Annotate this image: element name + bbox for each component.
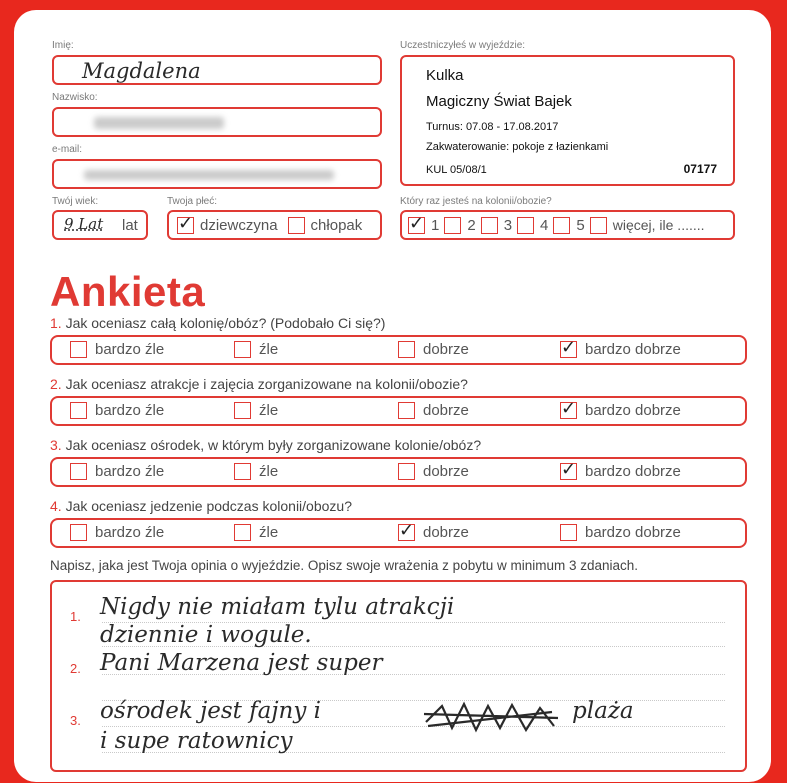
- gender-option-girl[interactable]: ✓ dziewczyna: [178, 212, 278, 234]
- q2-option-good[interactable]: dobrze: [398, 402, 469, 419]
- q3-option-very-good[interactable]: ✓ bardzo dobrze: [561, 459, 681, 480]
- q1-option-very-bad[interactable]: bardzo źle: [70, 341, 164, 358]
- redacted-last-name: [94, 117, 224, 129]
- q4-option-very-bad[interactable]: bardzo źle: [70, 524, 164, 541]
- turnus-value: 07.08 - 17.08.2017: [465, 121, 559, 133]
- checkbox-q3-very-good[interactable]: ✓: [561, 459, 577, 479]
- redacted-email: [84, 170, 334, 180]
- q3-option-good[interactable]: dobrze: [398, 463, 469, 480]
- email-label: e-mail:: [52, 144, 83, 155]
- checkbox-q1-good[interactable]: [398, 341, 415, 358]
- trip-name: Magiczny Świat Bajek: [426, 93, 572, 110]
- checkbox-q1-very-bad[interactable]: [70, 341, 87, 358]
- accommodation-label: Zakwaterowanie:: [426, 141, 510, 153]
- opinion-line-1: Nigdy nie miałam tylu atrakcji: [100, 594, 455, 620]
- q1-option-bad[interactable]: źle: [234, 341, 278, 358]
- checkbox-times-2[interactable]: [444, 217, 461, 234]
- times-option-more[interactable]: więcej, ile .......: [590, 217, 705, 234]
- gender-label: Twoja płeć:: [167, 196, 218, 207]
- first-name-label: Imię:: [52, 40, 74, 51]
- accommodation-value: pokoje z łazienkami: [512, 141, 609, 153]
- age-field[interactable]: [52, 210, 148, 240]
- checkbox-q2-good[interactable]: [398, 402, 415, 419]
- age-unit: lat: [122, 217, 138, 234]
- checkbox-times-1[interactable]: ✓: [409, 212, 425, 233]
- times-label: Który raz jesteś na kolonii/obozie?: [400, 196, 552, 207]
- checkbox-q4-very-bad[interactable]: [70, 524, 87, 541]
- trip-label: Uczestniczyłeś w wyjeździe:: [400, 40, 526, 51]
- survey-title: Ankieta: [50, 268, 206, 315]
- opinion-number-3: 3.: [70, 713, 81, 728]
- survey-sheet: [14, 10, 771, 782]
- age-label: Twój wiek:: [52, 196, 99, 207]
- times-option-5[interactable]: 5: [553, 217, 584, 234]
- q1-option-good[interactable]: dobrze: [398, 341, 469, 358]
- checkbox-q3-very-bad[interactable]: [70, 463, 87, 480]
- opinion-number-1: 1.: [70, 609, 81, 624]
- q3-option-very-bad[interactable]: bardzo źle: [70, 463, 164, 480]
- rating-row-1: [50, 335, 747, 365]
- age-value: 9 Lat: [64, 215, 104, 233]
- q4-option-very-good[interactable]: bardzo dobrze: [560, 524, 681, 541]
- opinion-line-4: i supe ratownicy: [100, 728, 293, 754]
- gender-option-boy[interactable]: chłopak: [288, 217, 363, 234]
- turnus-label: Turnus:: [426, 121, 463, 133]
- gender-field: [167, 210, 382, 240]
- times-option-4[interactable]: 4: [517, 217, 548, 234]
- checkbox-times-4[interactable]: [517, 217, 534, 234]
- q1-option-very-good[interactable]: ✓ bardzo dobrze: [561, 337, 681, 358]
- checkbox-girl[interactable]: ✓: [178, 212, 194, 233]
- q3-option-bad[interactable]: źle: [234, 463, 278, 480]
- checkbox-times-5[interactable]: [553, 217, 570, 234]
- opinion-line-3b: plaża: [572, 698, 634, 724]
- email-field[interactable]: [52, 159, 382, 189]
- checkbox-times-3[interactable]: [481, 217, 498, 234]
- checkbox-q3-bad[interactable]: [234, 463, 251, 480]
- trip-code: KUL 05/08/1: [426, 164, 487, 176]
- q2-option-very-bad[interactable]: bardzo źle: [70, 402, 164, 419]
- checkbox-q4-bad[interactable]: [234, 524, 251, 541]
- checkbox-q1-very-good[interactable]: ✓: [561, 337, 577, 357]
- checkbox-q2-bad[interactable]: [234, 402, 251, 419]
- question-4: 4. Jak oceniasz jedzenie podczas kolonii/obozu?: [50, 498, 352, 514]
- rating-row-3: [50, 457, 747, 487]
- question-3: 3. Jak oceniasz ośrodek, w którym były zorganizowane kolonie/obóz?: [50, 437, 482, 453]
- trip-number: 07177: [683, 162, 717, 176]
- writing-line: [102, 726, 725, 727]
- checkbox-boy[interactable]: [288, 217, 305, 234]
- q4-option-bad[interactable]: źle: [234, 524, 278, 541]
- first-name-field[interactable]: [52, 55, 382, 85]
- opinion-line-1b: dziennie i wogule.: [100, 622, 312, 648]
- checkbox-q2-very-good[interactable]: ✓: [561, 398, 577, 418]
- trip-company: Kulka: [426, 67, 464, 84]
- opinion-number-2: 2.: [70, 661, 81, 676]
- checkbox-q1-bad[interactable]: [234, 341, 251, 358]
- times-option-1[interactable]: ✓ 1: [409, 212, 440, 234]
- scribble-crossout: [422, 700, 562, 734]
- times-option-3[interactable]: 3: [481, 217, 512, 234]
- question-1: 1. Jak oceniasz całą kolonię/obóz? (Podobało Ci się?): [50, 315, 386, 331]
- opinion-prompt: Napisz, jaka jest Twoja opinia o wyjeździe. Opisz swoje wrażenia z pobytu w minimum 3 zdaniach.: [50, 558, 639, 573]
- q4-option-good[interactable]: ✓ dobrze: [399, 520, 469, 541]
- opinion-line-2: Pani Marzena jest super: [100, 650, 383, 676]
- trip-info-box: [400, 55, 735, 186]
- checkbox-q3-good[interactable]: [398, 463, 415, 480]
- last-name-label: Nazwisko:: [52, 92, 98, 103]
- times-option-2[interactable]: 2: [444, 217, 475, 234]
- question-2: 2. Jak oceniasz atrakcje i zajęcia zorganizowane na kolonii/obozie?: [50, 376, 468, 392]
- checkbox-q4-very-good[interactable]: [560, 524, 577, 541]
- opinion-line-3a: ośrodek jest fajny i: [100, 698, 322, 724]
- last-name-field[interactable]: [52, 107, 382, 137]
- opinion-box[interactable]: [50, 580, 747, 772]
- checkbox-times-more[interactable]: [590, 217, 607, 234]
- first-name-value: Magdalena: [82, 59, 201, 83]
- rating-row-4: [50, 518, 747, 548]
- q2-option-very-good[interactable]: ✓ bardzo dobrze: [561, 398, 681, 419]
- rating-row-2: [50, 396, 747, 426]
- checkbox-q4-good[interactable]: ✓: [399, 520, 415, 540]
- q2-option-bad[interactable]: źle: [234, 402, 278, 419]
- times-field: [400, 210, 735, 240]
- checkbox-q2-very-bad[interactable]: [70, 402, 87, 419]
